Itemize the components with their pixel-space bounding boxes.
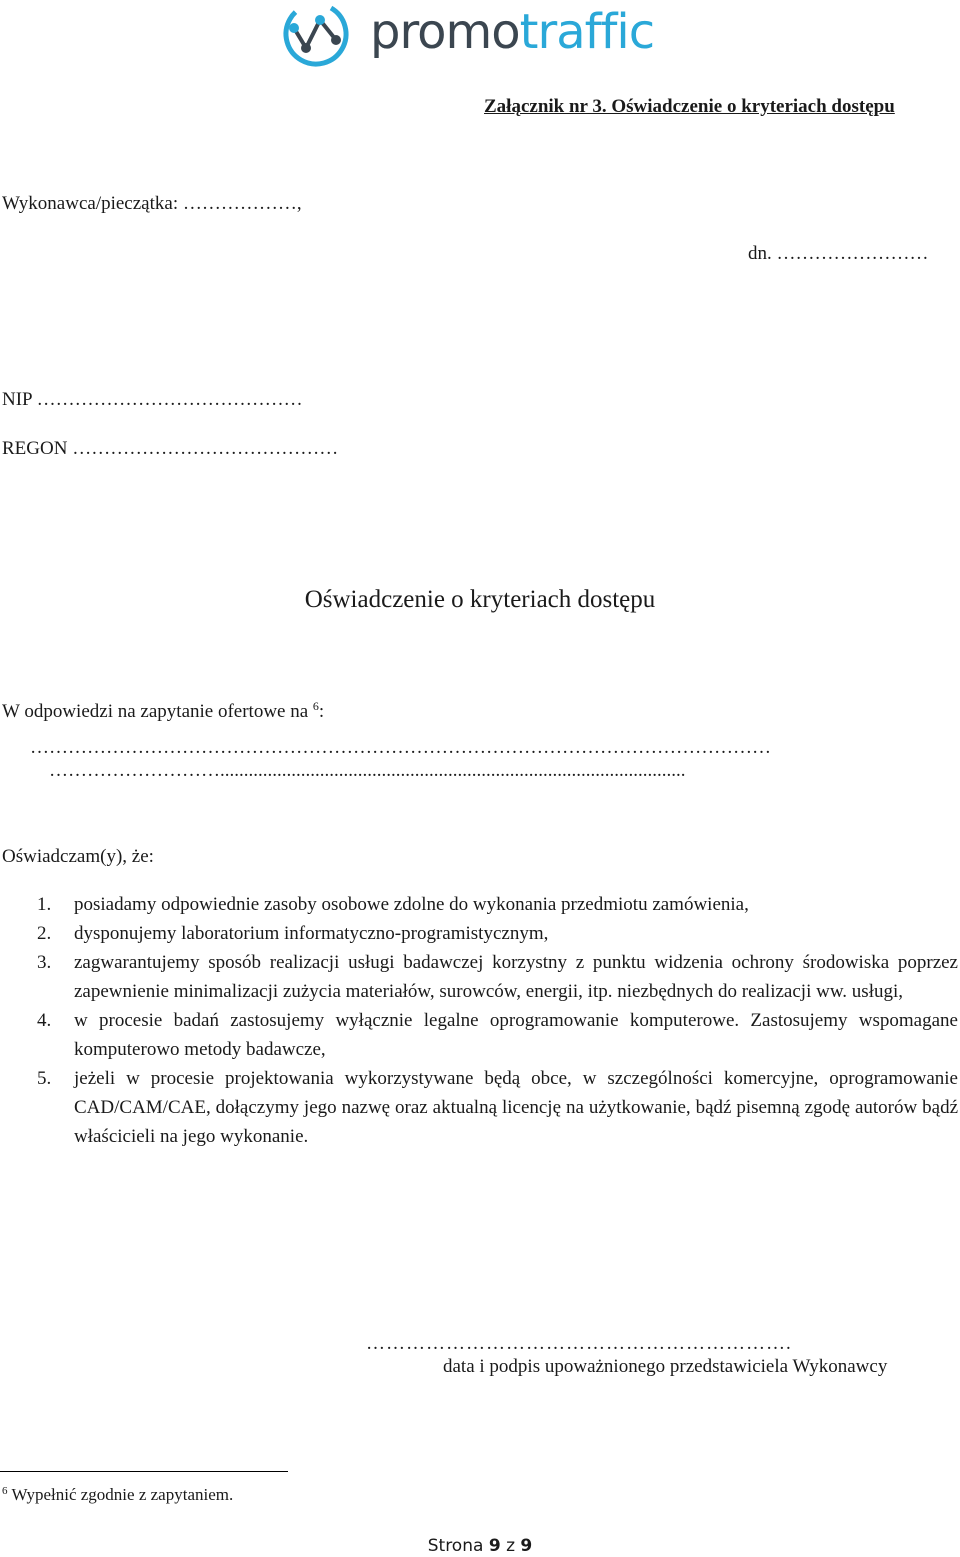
nip-line: NIP …………………………………… (2, 389, 303, 410)
declaration-list (0, 890, 958, 1151)
list-item-text: zagwarantujemy sposób realizacji usługi badawczej korzystny z punktu widzenia ochrony środowiska poprzez zapewnienie minimalizacji zużycia materiałów, surowców, energii, itp. niezbędnych do realizacji ww. usługi, (74, 952, 958, 1002)
list-item (0, 1064, 958, 1151)
logo-wordmark-part1: promo (370, 4, 520, 60)
page-total: 9 (520, 1536, 533, 1556)
list-item (0, 919, 958, 948)
response-text: W odpowiedzi na zapytanie ofertowe na (2, 701, 309, 722)
footnote-number: 6 (2, 1485, 8, 1497)
date-line: dn. …………………… (748, 243, 929, 264)
logo-wordmark-part2: traffic (519, 4, 655, 60)
page-number (0, 1536, 960, 1556)
list-item (0, 948, 958, 1006)
footnote (2, 1485, 233, 1505)
response-dots-line-2: ……………………….................................................................................................. (49, 760, 686, 781)
signature-label: data i podpis upoważnionego przedstawiciela Wykonawcy (443, 1356, 888, 1377)
list-item-text: dysponujemy laboratorium informatyczno-programistycznym, (74, 923, 549, 944)
list-item-number: 1. (37, 894, 52, 915)
document-title: Oświadczenie o kryteriach dostępu (304, 586, 656, 613)
page-current: 9 (488, 1536, 501, 1556)
footnote-divider (0, 1471, 288, 1472)
list-item-number: 2. (37, 923, 52, 944)
signature-dots: ………………………………………………………. (366, 1333, 792, 1354)
page-prefix: Strona (427, 1536, 484, 1556)
attachment-title: Załącznik nr 3. Oświadczenie o kryteriach dostępu (484, 96, 895, 117)
declaration-intro: Oświadczam(y), że: (2, 846, 154, 867)
contractor-stamp-line: Wykonawca/pieczątka: ………………, (2, 193, 302, 214)
list-item (0, 1006, 958, 1064)
list-item-text: jeżeli w procesie projektowania wykorzystywane będą obce, w szczególności komercyjne, oprogramowanie CAD/CAM/CAE, dołączymy jego nazwę oraz aktualną licencję na użytkowanie, bądź pisemną zgodę autorów bądź właścicieli na jego wykonanie. (74, 1068, 958, 1147)
list-item-text: w procesie badań zastosujemy wyłącznie legalne oprogramowanie komputerowe. Zastosujemy wspomagane komputerowo metody badawcze, (74, 1010, 958, 1060)
response-dots-line-1: ……………………………………………………………………………………………………… (30, 737, 771, 758)
footnote-text: Wypełnić zgodnie z zapytaniem. (11, 1485, 234, 1504)
list-item-number: 3. (37, 952, 52, 973)
response-line (2, 699, 324, 723)
logo-wordmark (370, 2, 654, 62)
list-item-number: 5. (37, 1068, 52, 1089)
list-item-number: 4. (37, 1010, 52, 1031)
response-suffix: : (318, 701, 325, 722)
regon-line: REGON …………………………………… (2, 438, 339, 459)
list-item-text: posiadamy odpowiednie zasoby osobowe zdolne do wykonania przedmiotu zamówienia, (74, 894, 749, 915)
list-item (0, 890, 958, 919)
logo-mark-icon (280, 0, 357, 72)
page-sep: z (506, 1536, 515, 1556)
footnote-ref: 6 (312, 699, 319, 713)
